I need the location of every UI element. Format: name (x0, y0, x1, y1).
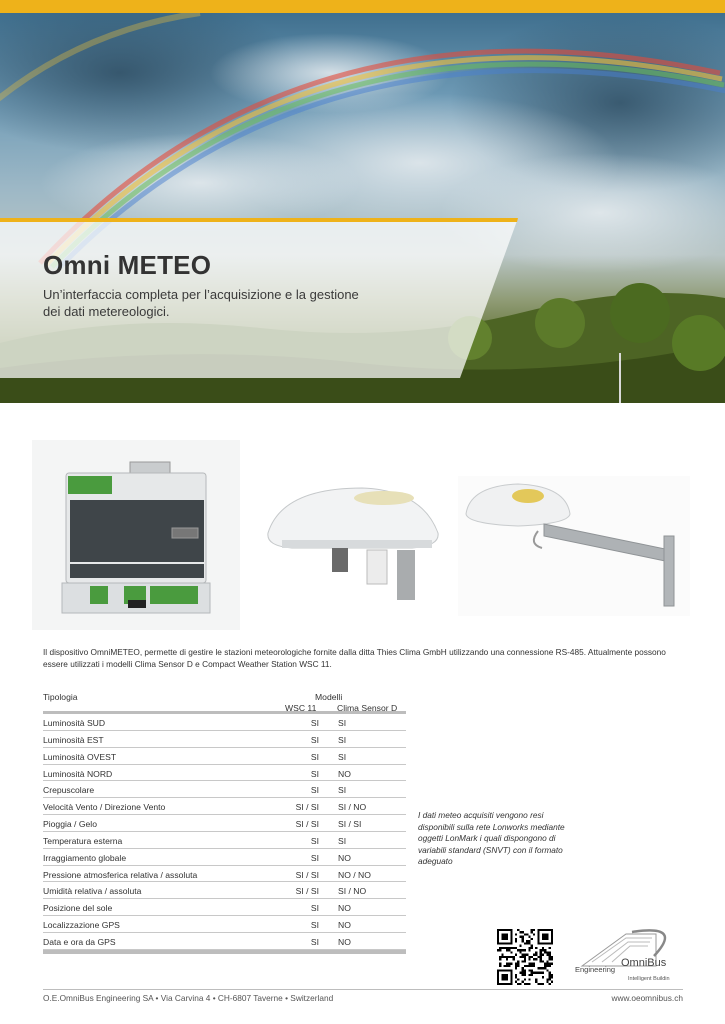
row-label: Luminosità EST (43, 734, 104, 745)
row-wsc11-value: SI (310, 734, 319, 745)
table-row (43, 882, 406, 899)
table-row (43, 933, 406, 950)
row-clima-value: SI / NO (338, 886, 367, 897)
table-row (43, 849, 406, 866)
lonworks-note: I dati meteo acquisiti vengono resi disponibili sulla rete Lonworks mediante oggetti LonMark i quali dispongono di variabili standard (SNVT) con il formato adeguato (418, 810, 565, 866)
table-row (43, 866, 406, 883)
row-clima-value: SI / SI (338, 819, 362, 830)
table-header (43, 690, 406, 714)
table-row (43, 714, 406, 731)
logo-omnibus-text: OmniBus (621, 957, 667, 969)
header-modelli: Modelli (315, 692, 343, 702)
table-row (43, 765, 406, 782)
table-row (43, 899, 406, 916)
table-row (43, 731, 406, 748)
header-clima-sensor-d: Clima Sensor D (337, 703, 398, 713)
row-label: Luminosità NORD (43, 768, 113, 779)
intro-paragraph: Il dispositivo OmniMETEO, permette di gestire le stazioni meteorologiche fornite dalla ditta Thies Clima GmbH utilizzando una connessione RS-485. Attualmente possono essere utilizzati i modelli Clima Sensor D e Compact Weather Station WSC 11. (43, 647, 666, 669)
table-row (43, 832, 406, 849)
row-label: Crepuscolare (43, 785, 95, 796)
row-wsc11-value: SI (310, 920, 319, 931)
row-label: Velocità Vento / Direzione Vento (43, 802, 166, 813)
footer-address: O.E.OmniBus Engineering SA • Via Carvina 4 • CH-6807 Taverne • Switzerland (43, 993, 334, 1003)
clima-sensor-d-image (458, 476, 690, 616)
row-label: Pressione atmosferica relativa / assoluta (43, 869, 198, 880)
row-clima-value: SI (338, 835, 347, 846)
table-row (43, 781, 406, 798)
interface-module-image (32, 440, 240, 630)
table-bottom-rule (43, 950, 406, 954)
row-clima-value: NO (338, 920, 351, 931)
page-subtitle: Un’interfaccia completa per l’acquisizione e la gestione dei dati metereologici. (43, 287, 359, 319)
row-wsc11-value: SI / SI (295, 802, 319, 813)
logo-engineering-text: Engineering (575, 965, 616, 974)
table-row (43, 748, 406, 765)
header-wsc11: WSC 11 (285, 703, 317, 713)
row-wsc11-value: SI (310, 835, 319, 846)
table-row (43, 916, 406, 933)
header-tipologia: Tipologia (43, 692, 78, 702)
footer-website-link[interactable]: www.oeomnibus.ch (611, 993, 683, 1003)
row-wsc11-value: SI (310, 903, 319, 914)
page-title: Omni METEO (43, 250, 212, 280)
row-wsc11-value: SI / SI (295, 886, 319, 897)
row-wsc11-value: SI / SI (295, 819, 319, 830)
row-label: Luminosità SUD (43, 718, 106, 728)
row-label: Pioggia / Gelo (43, 819, 97, 830)
row-label: Umidità relativa / assoluta (43, 886, 142, 897)
row-clima-value: SI (338, 734, 347, 745)
top-accent-bar (0, 0, 725, 13)
row-wsc11-value: SI (310, 936, 319, 947)
row-clima-value: NO (338, 852, 351, 863)
row-clima-value: NO (338, 768, 351, 779)
row-wsc11-value: SI (310, 718, 319, 728)
row-wsc11-value: SI (310, 751, 319, 762)
row-label: Temperatura esterna (43, 835, 123, 846)
row-clima-value: SI (338, 785, 347, 796)
table-row (43, 815, 406, 832)
features-table (43, 690, 406, 954)
row-clima-value: NO (338, 903, 351, 914)
table-row (43, 798, 406, 815)
row-clima-value: NO (338, 936, 351, 947)
qr-code (497, 929, 553, 985)
footer-rule (43, 989, 683, 990)
wsc11-sensor-image (262, 478, 446, 603)
row-clima-value: SI (338, 751, 347, 762)
row-label: Luminosità OVEST (43, 751, 117, 762)
logo-tagline-text: Intelligent Buildin (628, 976, 670, 982)
row-wsc11-value: SI / SI (295, 869, 319, 880)
row-label: Irraggiamento globale (43, 852, 127, 863)
row-clima-value: NO / NO (338, 869, 371, 880)
table-body (43, 714, 406, 950)
row-clima-value: SI (338, 718, 347, 728)
row-clima-value: SI / NO (338, 802, 367, 813)
row-label: Posizione del sole (43, 903, 113, 914)
row-wsc11-value: SI (310, 785, 319, 796)
row-label: Localizzazione GPS (43, 920, 120, 931)
row-wsc11-value: SI (310, 768, 319, 779)
row-wsc11-value: SI (310, 852, 319, 863)
row-label: Data e ora da GPS (43, 936, 116, 947)
